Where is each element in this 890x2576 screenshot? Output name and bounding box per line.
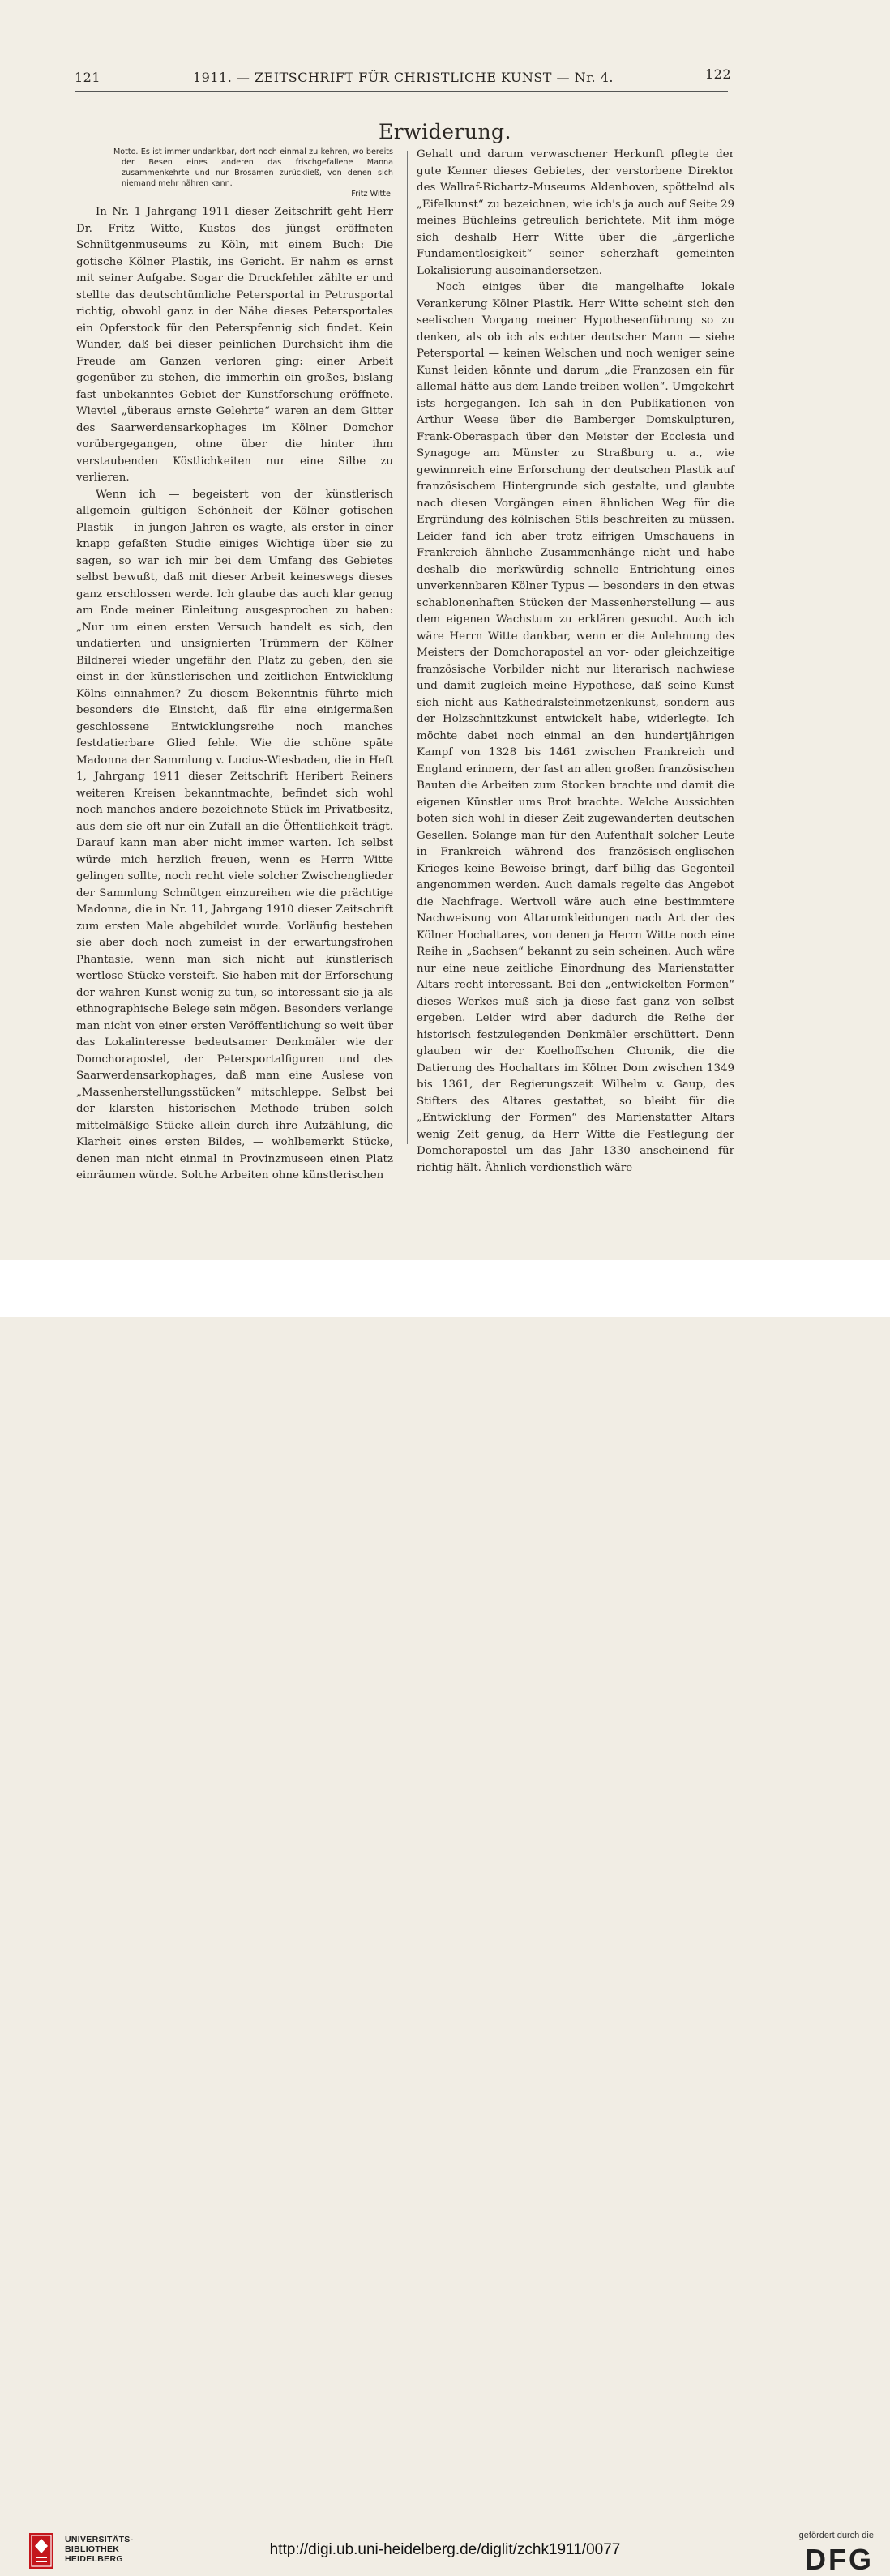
page-number-right: 122 — [705, 66, 732, 82]
left-column — [76, 147, 393, 1182]
running-title: 1911. — ZEITSCHRIFT FÜR CHRISTLICHE KUNST — Nr. 4. — [193, 70, 614, 85]
paragraph: Noch einiges über die mangelhafte lokale Verankerung Kölner Plastik. Herr Witte scheint sich den seelischen Vorgang meiner Hypothesenführung so zu denken, als ob ich als echter deutscher Mann — siehe Petersportal — keinen Welschen und noch weniger seine Kunst leiden könnte und darum „die Franzosen ein für allemal hätte aus dem Lande treiben wollen“. Umgekehrt ists hergegangen. Ich sah in den Publikationen von Arthur Weese über die Bamberger Domskulpturen, Frank-Oberaspach über den Meister der Ecclesia und Synagoge am Münster zu Straßburg u. a., wie gewinnreich eine Erforschung der deutschen Plastik auf französischem Hintergrunde sich gestalte, und glaubte nach diesen Vorgängen einen ähnlichen Weg für die Ergründung des kölnischen Stils beschreiten zu müssen. Leider fand ich aber trotz eifrigen Umschauens in Frankreich ähnliche Zusammenhänge nicht und habe deshalb die merkwürdig schnelle Entrichtung eines unverkennbaren Kölner Typus — besonders in den etwas schablonenhaften Stücken der Massenherstellung — aus dem eigenen Wachstum zu erklären gesucht. Auch ich wäre Herrn Witte dankbar, wenn er die Anlehnung des Meisters der Domchorapostel an vor- oder gleichzeitige französische Vorbilder nicht nur literarisch nachwiese und damit zugleich meine Hypothese, daß seine Kunst sich nicht aus Kathedralsteinmetzenkunst, sondern aus der Holzschnitzkunst entwickelt habe, widerlegte. Ich möchte dabei noch einmal an den hundertjährigen Kampf von 1328 bis 1461 zwischen Frankreich und England erinnern, der fast an allen großen französischen Bauten die Arbeiten zum Stocken brachte und damit die eigenen Künstler ums Brot brachte. Welche Aussichten boten sich wohl in dieser Zeit zugewanderten deutschen Gesellen. Solange man für den Aufenthalt solcher Leute in Frankreich während des französisch-englischen Krieges keine Beweise bringt, darf billig das Gegenteil angenommen werden. Auch damals regelte das Angebot die Nachfrage. Wertvoll wäre auch eine bestimmtere Nachweisung von Altarumkleidungen nach Art der des Kölner Hochaltares, von denen ja Herrn Witte noch eine Reihe in „Sachsen“ bekannt zu sein scheinen. Auch wäre nur eine neue zeitliche Einordnung des Marienstatter Altars recht interessant. Bei den „entwickelten Formen“ dieses Werkes muß sich ja diese fast ganz von selbst ergeben. Leider wird aber dadurch die Reihe der historisch festzulegenden Denkmäler erschüttert. Denn glauben wir der Koelhoffschen Chronik, die die Datierung des Hochaltars im Kölner Dom zwischen 1349 bis 1361, der Regierungszeit Wilhelm v. Gaup, des Stifters des Altares gestattet, so bleibt für die „Entwicklung der Formen“ des Marienstatter Altars wenig Zeit genug, da Herr Witte die Festlegung der Domchorapostel um das Jahr 1330 anscheinend für richtig hält. Ähnlich verdienstlich wäre — [417, 281, 734, 1174]
footer-bar — [0, 1260, 890, 2576]
motto: Motto. Es ist immer undankbar, dort noch einmal zu kehren, wo bereits der Besen eines anderen das frischgefallene Manna zusammenkehrte und nur Brosamen zurückließ, von denen sich niemand mehr nähren kann. — [113, 147, 393, 189]
page-number-left: 121 — [75, 70, 101, 85]
paragraph: Wenn ich — begeistert von der künstlerisch allgemein gültigen Schönheit der Kölner gotischen Plastik — in jungen Jahren es wagte, als erster in einer knapp gefaßten Studie einiges Wichtige über sie zu sagen, so war ich mir bei dem Umfang des Gebietes selbst bewußt, daß mit dieser Arbeit keineswegs dieses ganz erschlossen werde. Ich glaube das auch klar genug am Ende meiner Einleitung ausgesprochen zu haben: „Nur um einen ersten Versuch handelt es sich, den undatierten und unsignierten Trümmern der Kölner Bildnerei wieder ungefähr den Platz zu geben, den sie einst in der künstlerischen und zeitlichen Entwicklung Kölns einnahmen? Zu diesem Bekenntnis führte mich besonders die Einsicht, daß für eine einigermaßen geschlossene Entwicklungsreihe noch manches festdatierbare Glied fehle. Wie die schöne späte Madonna der Sammlung v. Lucius-Wiesbaden, die in Heft 1, Jahrgang 1911 dieser Zeitschrift Heribert Reiners weiteren Kreisen bekanntmachte, befindet sich wohl noch manches andere bezeichnete Stück im Privatbesitz, aus dem sie oft nur ein Zufall an die Öffentlichkeit trägt. Darauf kann man aber nicht immer warten. Ich selbst würde mich herzlich freuen, wenn es Herrn Witte gelingen sollte, noch recht viele solcher Zwischenglieder der Sammlung Schnütgen einzureihen wie die prächtige Madonna, die in Nr. 11, Jahrgang 1910 dieser Zeitschrift zum ersten Male abgebildet wurde. Vorläufig bestehen sie aber doch noch zumeist in der erwartungsfrohen Phantasie, wenn man sich nicht auf künstlerisch wertlose Stücke versteift. Sie haben mit der Erforschung der wahren Kunst wenig zu tun, so interessant sie ja als ethnographische Belege sein mögen. Besonders verlange man nicht von einer ersten Veröffentlichung so weit über das Lokalinteresse bedeutsamer Denkmäler wie der Domchorapostel, der Petersportalfiguren und des Saarwerdensarkophages, daß man eine Auslese von „Massenherstellungsstücken“ mitschleppe. Selbst bei der klarsten historischen Methode trüben solch mittelmäßige Stücke allein durch ihre Aufzählung, die Klarheit eines ersten Bildes, — wohlbemerkt Stücke, denen man nicht einmal in Provinzmuseen einen Platz einräumen würde. Solche Arbeiten ohne künstlerischen — [76, 488, 393, 1182]
header-rule — [75, 91, 728, 92]
library-name-line: BIBLIOTHEK — [65, 2544, 120, 2554]
motto-author: Fritz Witte. — [351, 190, 393, 199]
permalink-url[interactable]: http://digi.ub.uni-heidelberg.de/diglit/zchk1911/0077 — [269, 2541, 621, 2558]
paragraph: Gehalt und darum verwaschener Herkunft pflegte der gute Kenner dieses Gebietes, der verstorbene Direktor des Wallraf-Richartz-Museums Aldenhoven, spöttelnd als „Eifelkunst“ zu bezeichnen, wie ich's ja auch auf Seite 29 meines Büchleins getreulich berichtete. Mit ihm möge sich deshalb Herr Witte über die „ärgerliche Fundamentlosigkeit“ seiner scherzhaft gemeinten Lokalisierung auseinandersetzen. — [417, 148, 734, 277]
paragraph: In Nr. 1 Jahrgang 1911 dieser Zeitschrift geht Herr Dr. Fritz Witte, Kustos des jüngst eröffneten Schnütgenmuseums zu Köln, mit einem Buch: Die gotische Kölner Plastik, ins Gericht. Er nahm es ernst mit seiner Aufgabe. Sogar die Druckfehler zählte er und stellte das deutschtümliche Petersportal in Petrusportal richtig, obwohl ganz in der Nähe dieses Petersportales ein Opferstock für den Peterspfennig sich findet. Kein Wunder, daß bei dieser peinlichen Durchsicht ihm die Freude am Ganzen verloren ging: einer Arbeit gegenüber zu stehen, die immerhin ein großes, bislang fast unbekanntes Gebiet der Kunstforschung eröffnete. Wieviel „überaus ernste Gelehrte“ waren an dem Gitter des Saarwerdensarkophages im Kölner Domchor vorübergegangen, ohne über die hinter ihm verstaubenden Köstlichkeiten nur eine Silbe zu verlieren. — [76, 206, 393, 485]
library-name-line: HEIDELBERG — [65, 2554, 123, 2564]
dfg-logo: DFG — [805, 2543, 874, 2576]
article-title: Erwiderung. — [379, 120, 511, 143]
funded-by-label: gefördert durch die — [798, 2531, 874, 2540]
library-name-line: UNIVERSITÄTS- — [65, 2535, 134, 2544]
scanned-page — [0, 0, 890, 1260]
column-divider — [407, 151, 408, 1144]
right-column — [417, 147, 734, 1174]
